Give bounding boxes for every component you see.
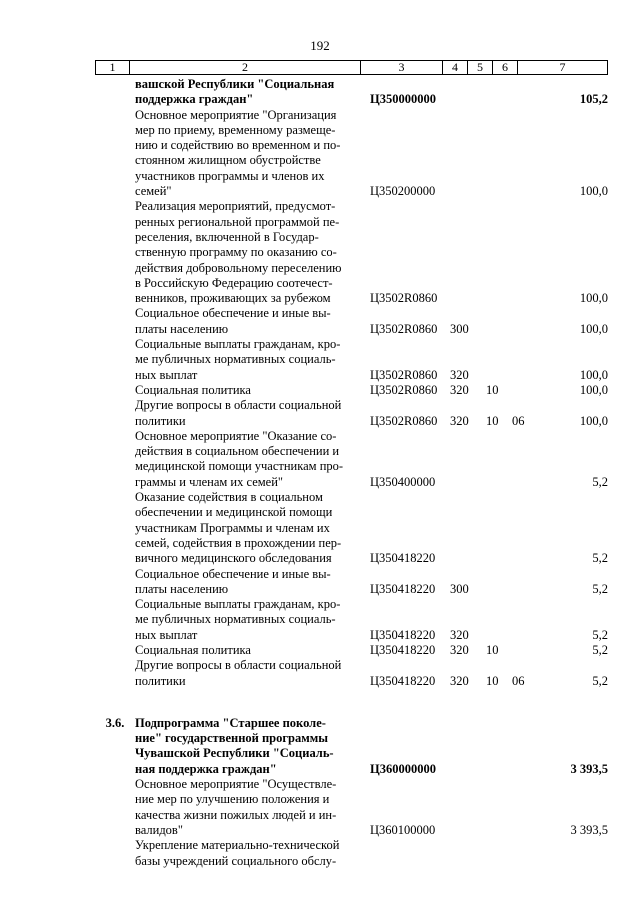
row-amount: 5,2	[592, 642, 608, 657]
row-code: Ц360100000	[370, 822, 436, 837]
row-description: Социальные выплаты гражданам, кро- ме публичных нормативных социаль- ных выплат	[135, 597, 341, 642]
section-number: 3.6.	[105, 715, 125, 730]
row-amount: 5,2	[592, 627, 608, 642]
row-code: Ц3502R0860	[370, 321, 438, 336]
row-code: Ц350418220	[370, 642, 436, 657]
row-code: Ц350418220	[370, 673, 436, 688]
row-vr: 320	[450, 367, 469, 382]
row-amount: 100,0	[579, 321, 608, 336]
table-row	[0, 306, 640, 337]
table-row	[0, 689, 640, 716]
table-row	[0, 838, 640, 869]
row-description: Социальная политика	[135, 642, 251, 657]
table-header	[95, 60, 608, 75]
row-amount: 100,0	[579, 367, 608, 382]
header-col-3: 3	[361, 61, 443, 75]
table-row	[0, 77, 640, 108]
header-col-2: 2	[130, 61, 361, 75]
row-description: Социальные выплаты гражданам, кро- ме публичных нормативных социаль- ных выплат	[135, 337, 341, 382]
row-description: Социальная политика	[135, 382, 251, 397]
table-row	[0, 716, 640, 777]
row-code: Ц350418220	[370, 627, 436, 642]
row-amount: 5,2	[592, 581, 608, 596]
row-description: Основное мероприятие "Организация мер по приему, временному размеще- нию и содействию во временном и по- стоянном жилищном обустройстве участников программы и членов их семей"	[135, 107, 341, 199]
table-body	[0, 77, 640, 869]
row-rz: 10	[486, 673, 499, 688]
row-vr: 320	[450, 673, 469, 688]
header-col-6: 6	[493, 61, 518, 75]
row-code: Ц3502R0860	[370, 413, 438, 428]
row-code: Ц3502R0860	[370, 382, 438, 397]
row-code: Ц350400000	[370, 474, 436, 489]
row-description: Укрепление материально-технической базы учреждений социального обслу-	[135, 838, 340, 868]
row-rz: 10	[486, 642, 499, 657]
page-number: 192	[310, 38, 330, 53]
row-amount: 5,2	[592, 551, 608, 566]
row-code: Ц350200000	[370, 184, 436, 199]
row-code: Ц350000000	[370, 92, 436, 107]
row-description: Социальное обеспечение и иные вы- платы населению	[135, 566, 331, 596]
row-code: Ц3502R0860	[370, 291, 438, 306]
row-description: Другие вопросы в области социальной политики	[135, 398, 342, 428]
row-pr: 06	[512, 413, 525, 428]
table-row	[0, 777, 640, 838]
row-description: вашской Республики "Социальная поддержка граждан"	[135, 77, 335, 107]
table-row	[0, 199, 640, 306]
table-row	[0, 643, 640, 658]
row-code: Ц3502R0860	[370, 367, 438, 382]
table-row	[0, 108, 640, 200]
row-amount: 3 393,5	[570, 822, 608, 837]
row-description: Основное мероприятие "Оказание со- действия в социальном обеспечении и медицинской помощи участникам про- граммы и членам их семей"	[135, 428, 344, 489]
row-description: Подпрограмма "Старшее поколе- ние" государственной программы Чувашской Республики "Социаль- ная поддержка граждан"	[135, 715, 334, 776]
header-col-5: 5	[468, 61, 493, 75]
row-rz: 10	[486, 413, 499, 428]
row-vr: 320	[450, 413, 469, 428]
row-code: Ц360000000	[370, 761, 436, 776]
table-row	[0, 658, 640, 689]
row-amount: 100,0	[579, 413, 608, 428]
row-code: Ц350418220	[370, 551, 436, 566]
header-col-1: 1	[96, 61, 130, 75]
table-row	[0, 398, 640, 429]
row-description: Другие вопросы в области социальной политики	[135, 658, 342, 688]
row-description: Основное мероприятие "Осуществле- ние мер по улучшению положения и качества жизни пожилых людей и ин- валидов"	[135, 777, 337, 837]
row-vr: 320	[450, 642, 469, 657]
row-description: Оказание содействия в социальном обеспечении и медицинской помощи участникам Программы и членам их семей, содействия в прохождении пер- вичного медицинского обследования	[135, 490, 342, 566]
row-amount: 5,2	[592, 673, 608, 688]
table-row	[0, 597, 640, 643]
row-vr: 320	[450, 627, 469, 642]
row-code: Ц350418220	[370, 581, 436, 596]
header-col-4: 4	[443, 61, 468, 75]
row-description: Социальное обеспечение и иные вы- платы населению	[135, 306, 331, 336]
table-row	[0, 490, 640, 566]
row-vr: 320	[450, 382, 469, 397]
row-vr: 300	[450, 581, 469, 596]
row-amount: 105,2	[579, 92, 608, 107]
row-amount: 100,0	[579, 382, 608, 397]
table-row	[0, 383, 640, 398]
row-description: Реализация мероприятий, предусмот- ренных региональной программой пе- реселения, включенной в Государ- ственную программу по оказанию со- действия добровольному переселению в Российскую Федерацию соотечест- венников, проживающих за рубежом	[135, 199, 342, 306]
table-row	[0, 337, 640, 383]
row-amount: 5,2	[592, 474, 608, 489]
row-pr: 06	[512, 673, 525, 688]
header-col-7: 7	[518, 61, 608, 75]
row-amount: 3 393,5	[570, 761, 608, 776]
table-row	[0, 429, 640, 490]
row-amount: 100,0	[579, 184, 608, 199]
row-rz: 10	[486, 382, 499, 397]
row-amount: 100,0	[579, 291, 608, 306]
table-row	[0, 567, 640, 598]
row-vr: 300	[450, 321, 469, 336]
